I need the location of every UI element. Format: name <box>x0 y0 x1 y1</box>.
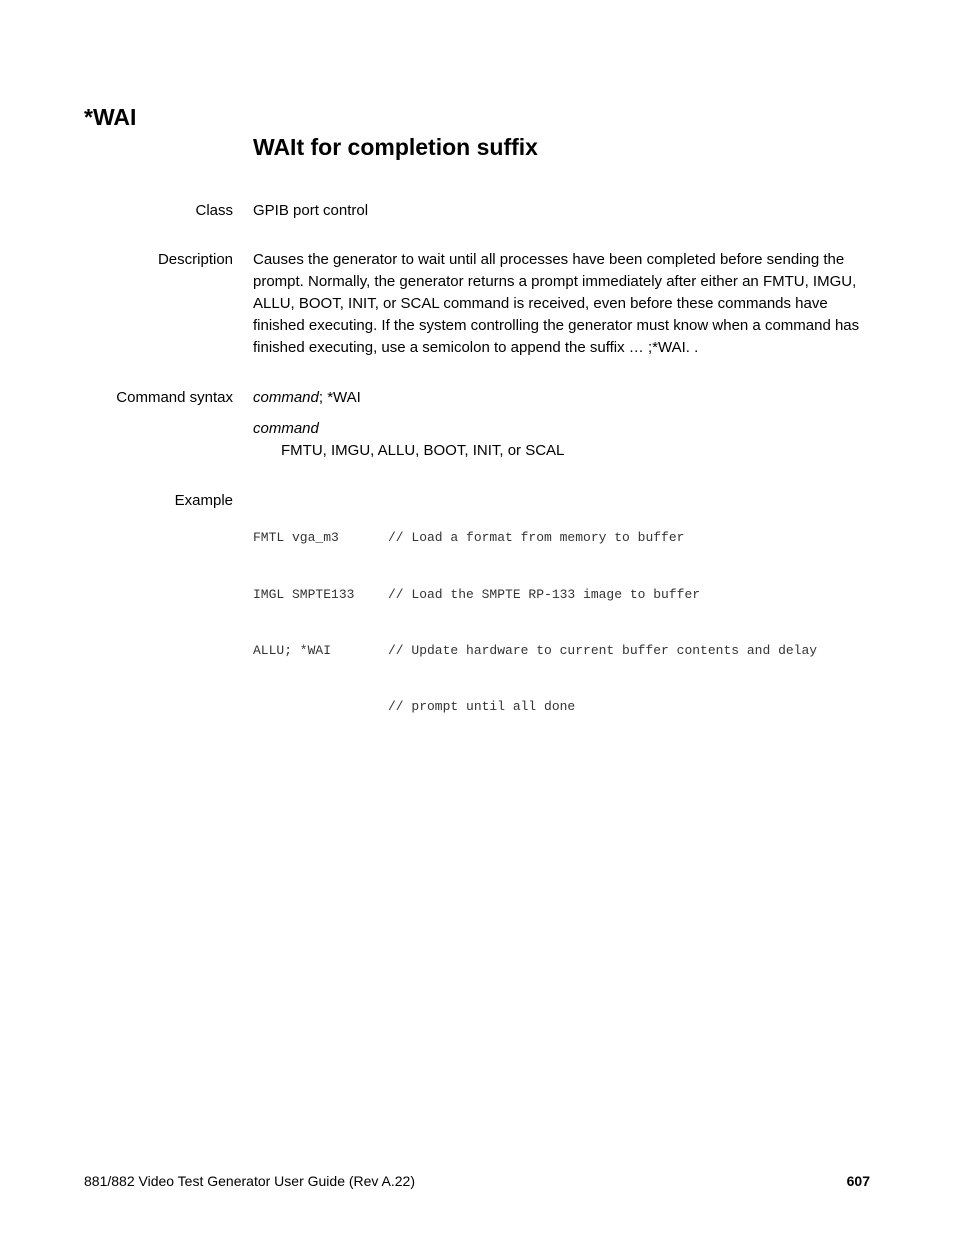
description-text: Causes the generator to wait until all processes have been completed before sending the prompt. Normally, the generator returns a prompt immediately after either an FMTU, IMGU, ALLU, BOOT, INIT, or SCAL command is received, even before these commands have finished executing. If the system controlling the generator must know when a command has finished executing, use a semicolon to append the suffix … ;*WAI. . <box>253 251 860 356</box>
class-value: GPIB port control <box>253 202 369 219</box>
class-label: Class <box>195 202 233 219</box>
code-line <box>253 529 817 548</box>
code-comment: // Load the SMPTE RP-133 image to buffer <box>388 586 701 602</box>
command-name: *WAI <box>84 104 137 130</box>
syntax-suffix: ; *WAI <box>318 389 361 406</box>
param-values: FMTU, IMGU, ALLU, BOOT, INIT, or SCAL <box>281 442 565 459</box>
example-label: Example <box>174 492 233 509</box>
param-name: command <box>253 420 319 437</box>
code-line <box>253 698 817 717</box>
example-code-block <box>253 492 817 754</box>
code-line <box>253 586 817 605</box>
code-line <box>253 642 817 661</box>
footer-guide-title: 881/882 Video Test Generator User Guide (Rev A.22) <box>84 1173 416 1189</box>
code-command: FMTL vga_m3 <box>253 530 339 546</box>
code-comment: // Update hardware to current buffer contents and delay <box>388 642 818 658</box>
code-comment: // Load a format from memory to buffer <box>388 530 685 546</box>
command-title: WAIt for completion suffix <box>253 134 538 160</box>
code-comment: // prompt until all done <box>388 698 576 714</box>
syntax-line <box>253 387 873 409</box>
code-command: ALLU; *WAI <box>253 642 332 658</box>
footer-page-number: 607 <box>846 1173 870 1189</box>
code-command: IMGL SMPTE133 <box>253 586 355 602</box>
syntax-content <box>253 387 873 462</box>
description-label: Description <box>157 251 233 268</box>
syntax-label: Command syntax <box>116 389 233 406</box>
syntax-param: command <box>253 389 319 406</box>
